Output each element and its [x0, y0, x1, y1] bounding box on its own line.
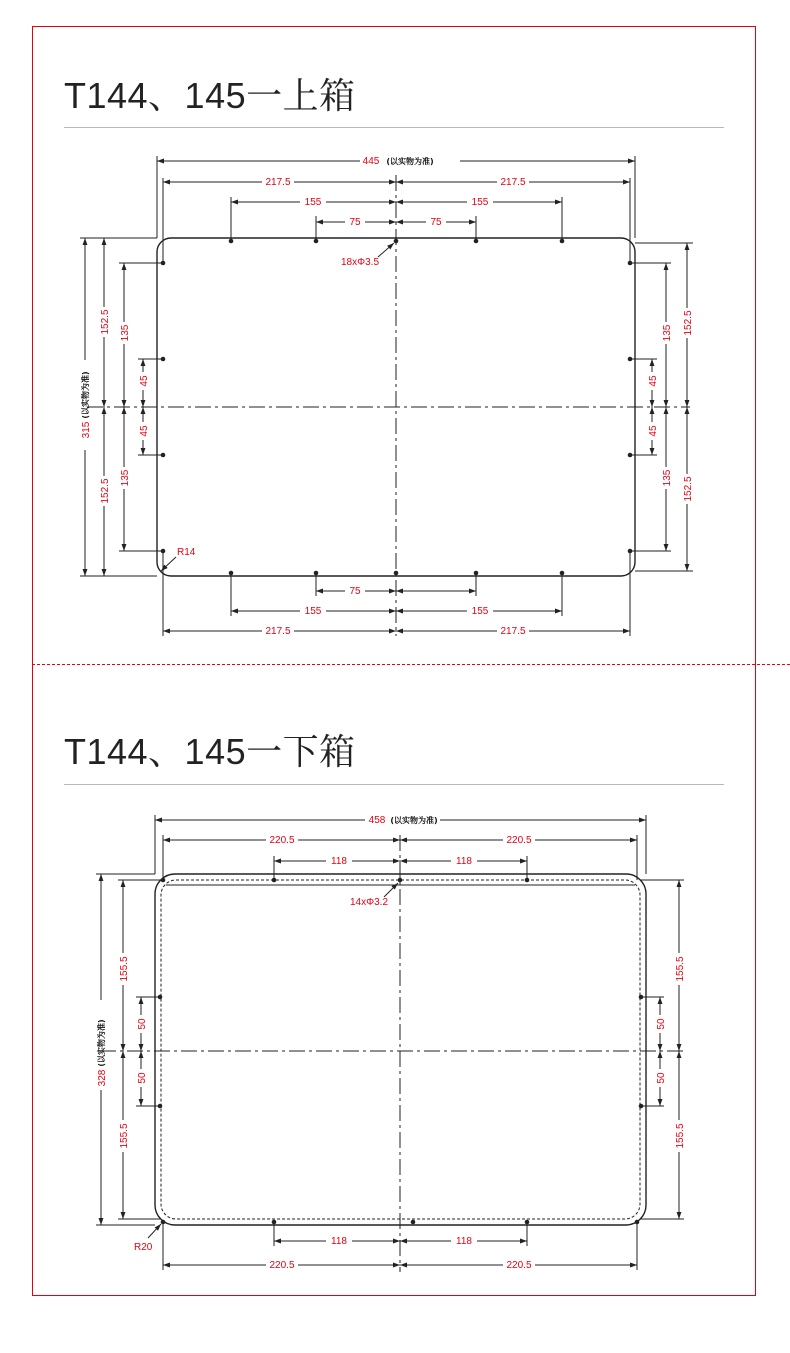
lower-box-title: T144、145一下箱 [64, 731, 356, 772]
lower-bottom-hole-spacing-right: 118 [456, 1236, 472, 1247]
upper-left-side-spacing-top: 135 [120, 324, 131, 342]
lower-top-hole-spacing-left: 118 [331, 856, 347, 867]
upper-top-half-width-left: 217.5 [265, 177, 291, 188]
upper-top-outer-spacing-right: 155 [471, 197, 489, 208]
lower-top-half-width-left: 220.5 [269, 835, 295, 846]
upper-right-half-height-bottom: 152.5 [683, 476, 694, 502]
lower-right-center-spacing-top: 50 [656, 1018, 667, 1030]
lower-right-half-height-top: 155.5 [675, 956, 686, 982]
upper-left-half-height-bottom: 152.5 [100, 478, 111, 504]
lower-right-center-spacing-bottom: 50 [656, 1072, 667, 1084]
lower-box-drawing [96, 815, 686, 1272]
upper-right-side-spacing-bottom: 135 [662, 469, 673, 487]
upper-holes-label: 18xΦ3.5 [341, 257, 380, 268]
upper-bottom-outer-spacing-right: 155 [471, 606, 489, 617]
upper-top-outer-spacing-left: 155 [304, 197, 322, 208]
lower-bottom-half-width-left: 220.5 [269, 1260, 295, 1271]
lower-overall-width-label: 458 [368, 815, 386, 826]
upper-extension-lines [80, 156, 693, 636]
upper-right-side-spacing-top: 135 [662, 324, 673, 342]
lower-left-center-spacing-top: 50 [137, 1018, 148, 1030]
upper-bottom-outer-spacing-left: 155 [304, 606, 322, 617]
lower-left-center-spacing-bottom: 50 [137, 1072, 148, 1084]
lower-height-note: (以实物为准) [97, 1019, 106, 1067]
upper-box-drawing [80, 156, 694, 637]
upper-width-note: (以实物为准) [386, 157, 434, 166]
upper-left-center-spacing-top: 45 [139, 375, 150, 387]
lower-holes-label: 14xΦ3.2 [350, 897, 389, 908]
upper-bottom-inner-spacing: 75 [349, 586, 361, 597]
upper-left-center-spacing-bottom: 45 [139, 425, 150, 437]
upper-right-center-spacing-bottom: 45 [648, 425, 659, 437]
lower-left-half-height-top: 155.5 [119, 956, 130, 982]
lower-extension-lines [96, 815, 684, 1270]
upper-top-inner-spacing-right: 75 [430, 217, 442, 228]
lower-bottom-hole-spacing-left: 118 [331, 1236, 347, 1247]
lower-overall-height-label: 328 [97, 1069, 108, 1087]
upper-left-half-height-top: 152.5 [100, 309, 111, 335]
upper-top-half-width-right: 217.5 [500, 177, 526, 188]
lower-top-hole-spacing-right: 118 [456, 856, 472, 867]
upper-right-half-height-top: 152.5 [683, 310, 694, 336]
upper-bottom-half-width-right: 217.5 [500, 626, 526, 637]
lower-left-half-height-bottom: 155.5 [119, 1123, 130, 1149]
lower-width-note: (以实物为准) [390, 816, 438, 825]
upper-bottom-half-width-left: 217.5 [265, 626, 291, 637]
lower-bottom-half-width-right: 220.5 [506, 1260, 532, 1271]
upper-height-note: (以实物为准) [81, 371, 90, 419]
lower-radius-label: R20 [134, 1242, 153, 1253]
upper-left-side-spacing-bottom: 135 [120, 469, 131, 487]
upper-box-title: T144、145一上箱 [64, 75, 356, 116]
upper-radius-label: R14 [177, 547, 196, 558]
lower-right-half-height-bottom: 155.5 [675, 1123, 686, 1149]
upper-overall-width-label: 445 [362, 156, 380, 167]
upper-top-inner-spacing-left: 75 [349, 217, 361, 228]
upper-right-center-spacing-top: 45 [648, 375, 659, 387]
upper-overall-height-label: 315 [81, 421, 92, 439]
lower-top-half-width-right: 220.5 [506, 835, 532, 846]
